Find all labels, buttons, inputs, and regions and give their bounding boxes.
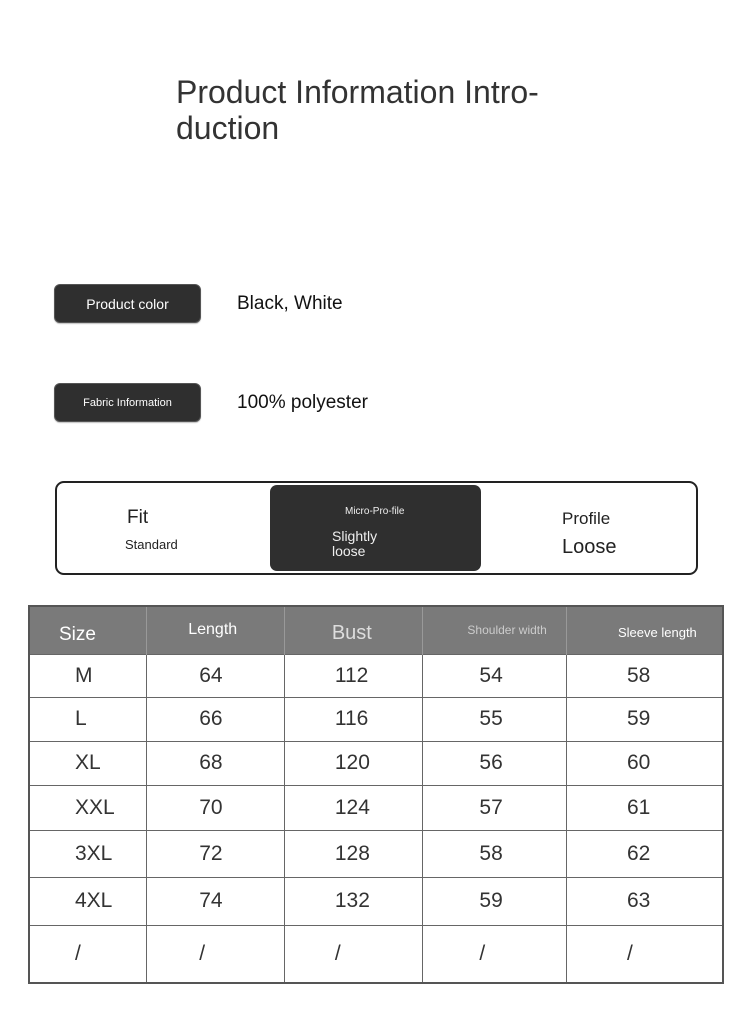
header-sleeve-length: Sleeve length <box>567 606 724 654</box>
title-line-2: duction <box>176 110 280 146</box>
table-row <box>29 925 723 983</box>
cell-size: 3XL <box>29 830 147 877</box>
product-color-value: Black, White <box>237 292 343 314</box>
cell-size: XL <box>29 741 147 785</box>
cell-bust: / <box>284 925 423 983</box>
cell-sleeve: / <box>567 925 724 983</box>
product-color-row <box>54 284 343 323</box>
cell-length: 64 <box>147 654 285 697</box>
cell-shoulder: 56 <box>423 741 567 785</box>
table-row <box>29 654 723 697</box>
fit-scale <box>55 481 698 575</box>
table-row <box>29 830 723 877</box>
fit-option-standard <box>127 507 178 552</box>
cell-size: / <box>29 925 147 983</box>
cell-bust: 128 <box>284 830 423 877</box>
cell-size: L <box>29 697 147 741</box>
cell-sleeve: 61 <box>567 785 724 830</box>
cell-sleeve: 62 <box>567 830 724 877</box>
table-row <box>29 741 723 785</box>
product-color-label: Product color <box>54 284 201 323</box>
cell-shoulder: 54 <box>423 654 567 697</box>
cell-shoulder: / <box>423 925 567 983</box>
cell-bust: 116 <box>284 697 423 741</box>
fabric-info-value: 100% polyester <box>237 391 368 413</box>
fabric-info-row <box>54 383 368 422</box>
fit-option-slightly-loose-selected <box>270 485 481 571</box>
cell-size: XXL <box>29 785 147 830</box>
cell-size: 4XL <box>29 877 147 925</box>
size-chart-table <box>28 605 724 984</box>
header-bust: Bust <box>284 606 423 654</box>
fit-title: Fit <box>127 507 149 528</box>
header-shoulder-width: Shoulder width <box>423 606 567 654</box>
slightly-loose-label: Slightly loose <box>332 528 378 559</box>
cell-sleeve: 58 <box>567 654 724 697</box>
cell-shoulder: 59 <box>423 877 567 925</box>
header-length: Length <box>147 606 285 654</box>
cell-sleeve: 63 <box>567 877 724 925</box>
title-line-1: Product Information Intro- <box>176 74 539 110</box>
cell-sleeve: 59 <box>567 697 724 741</box>
cell-length: 66 <box>147 697 285 741</box>
header-size: Size <box>29 606 147 654</box>
cell-length: / <box>147 925 285 983</box>
fit-standard-label: Standard <box>125 537 178 552</box>
cell-shoulder: 58 <box>423 830 567 877</box>
table-row <box>29 697 723 741</box>
cell-shoulder: 55 <box>423 697 567 741</box>
cell-length: 72 <box>147 830 285 877</box>
fit-option-loose <box>562 509 617 559</box>
cell-bust: 112 <box>284 654 423 697</box>
cell-shoulder: 57 <box>423 785 567 830</box>
cell-sleeve: 60 <box>567 741 724 785</box>
micro-profile-label: Micro-Pro-file <box>345 506 405 517</box>
table-row <box>29 785 723 830</box>
cell-bust: 124 <box>284 785 423 830</box>
cell-bust: 120 <box>284 741 423 785</box>
profile-title: Profile <box>562 509 611 528</box>
table-header-row <box>29 606 723 654</box>
cell-bust: 132 <box>284 877 423 925</box>
cell-length: 68 <box>147 741 285 785</box>
table-row <box>29 877 723 925</box>
fabric-info-label: Fabric Information <box>54 383 201 422</box>
cell-length: 70 <box>147 785 285 830</box>
loose-label: Loose <box>562 536 617 558</box>
cell-size: M <box>29 654 147 697</box>
cell-length: 74 <box>147 877 285 925</box>
page-title <box>176 74 576 146</box>
